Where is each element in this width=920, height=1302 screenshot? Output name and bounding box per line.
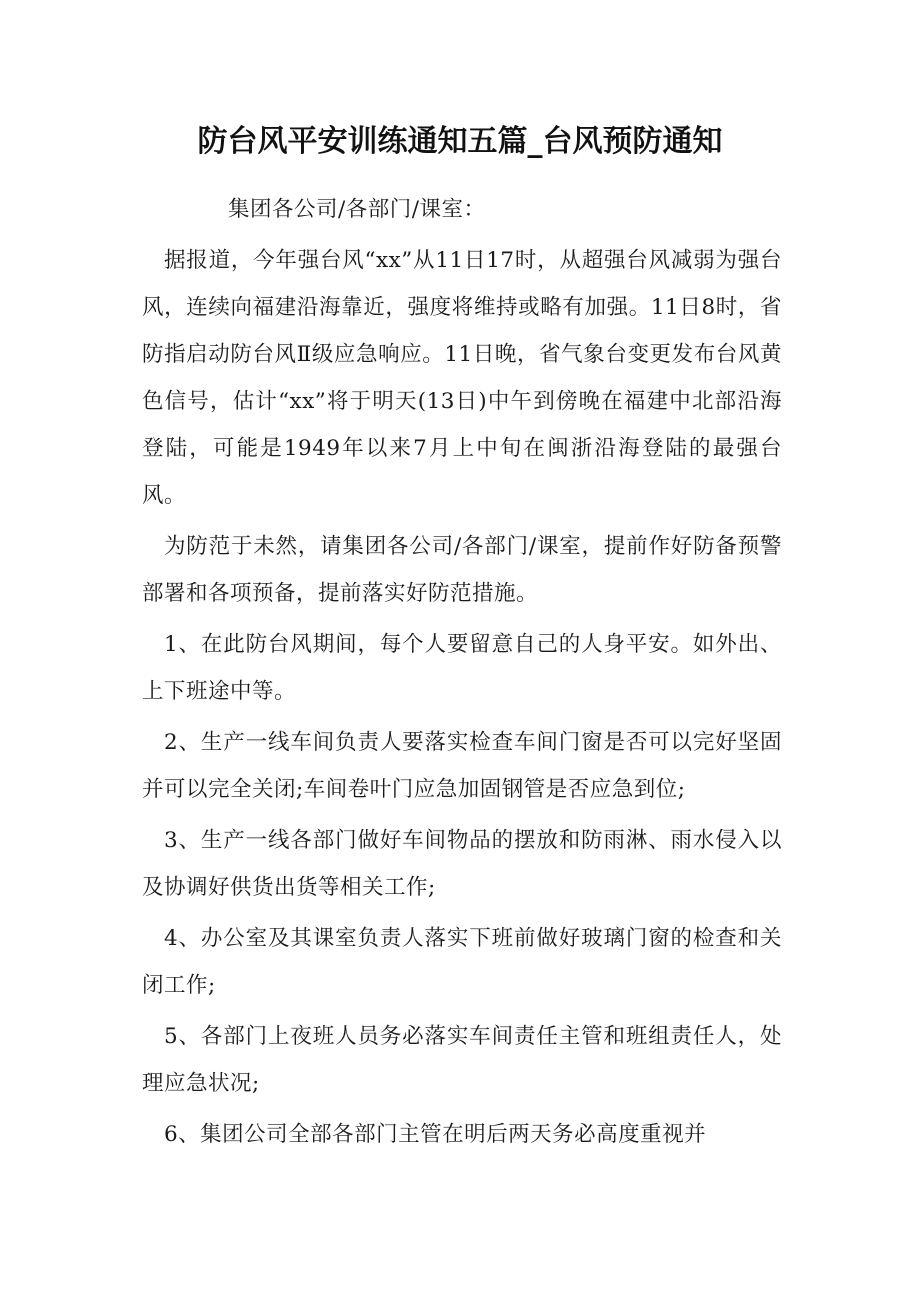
list-item-workshop-goods: 3、生产一线各部门做好车间物品的摆放和防雨淋、雨水侵入以及协调好供货出货等相关工作; (142, 828, 782, 900)
document-title: 防台风平安训练通知五篇_台风预防通知 (197, 124, 723, 159)
list-item-personal-safety: 1、在此防台风期间，每个人要留意自己的人身平安。如外出、上下班途中等。 (142, 632, 782, 704)
document-body (142, 186, 782, 1162)
paragraph-prevention-request: 为防范于未然，请集团各公司/各部门/课室，提前作好防备预警部署和各项预备，提前落实好防范措施。 (142, 534, 782, 606)
list-item-managers: 6、集团公司全部各部门主管在明后两天务必高度重视并 (164, 1122, 707, 1147)
list-item-workshop-doors: 2、生产一线车间负责人要落实检查车间门窗是否可以完好坚固并可以完全关闭;车间卷叶门应急加固钢管是否应急到位; (142, 730, 782, 802)
paragraph-news-report: 据报道，今年强台风“xx”从11日17时，从超强台风减弱为强台风，连续向福建沿海靠近，强度将维持或略有加强。11日8时，省防指启动防台风Ⅱ级应急响应。11日晚，省气象台变更发布台风黄色信号，估计“xx”将于明天(13日)中午到傍晚在福建中北部沿海登陆，可能是1949年以来7月上中旬在闽浙沿海登陆的最强台风。 (142, 248, 782, 508)
list-item-office-windows: 4、办公室及其课室负责人落实下班前做好玻璃门窗的检查和关闭工作; (142, 926, 782, 998)
list-item-night-shift: 5、各部门上夜班人员务必落实车间责任主管和班组责任人，处理应急状况; (142, 1024, 782, 1096)
salutation: 集团各公司/各部门/课室： (228, 197, 486, 222)
